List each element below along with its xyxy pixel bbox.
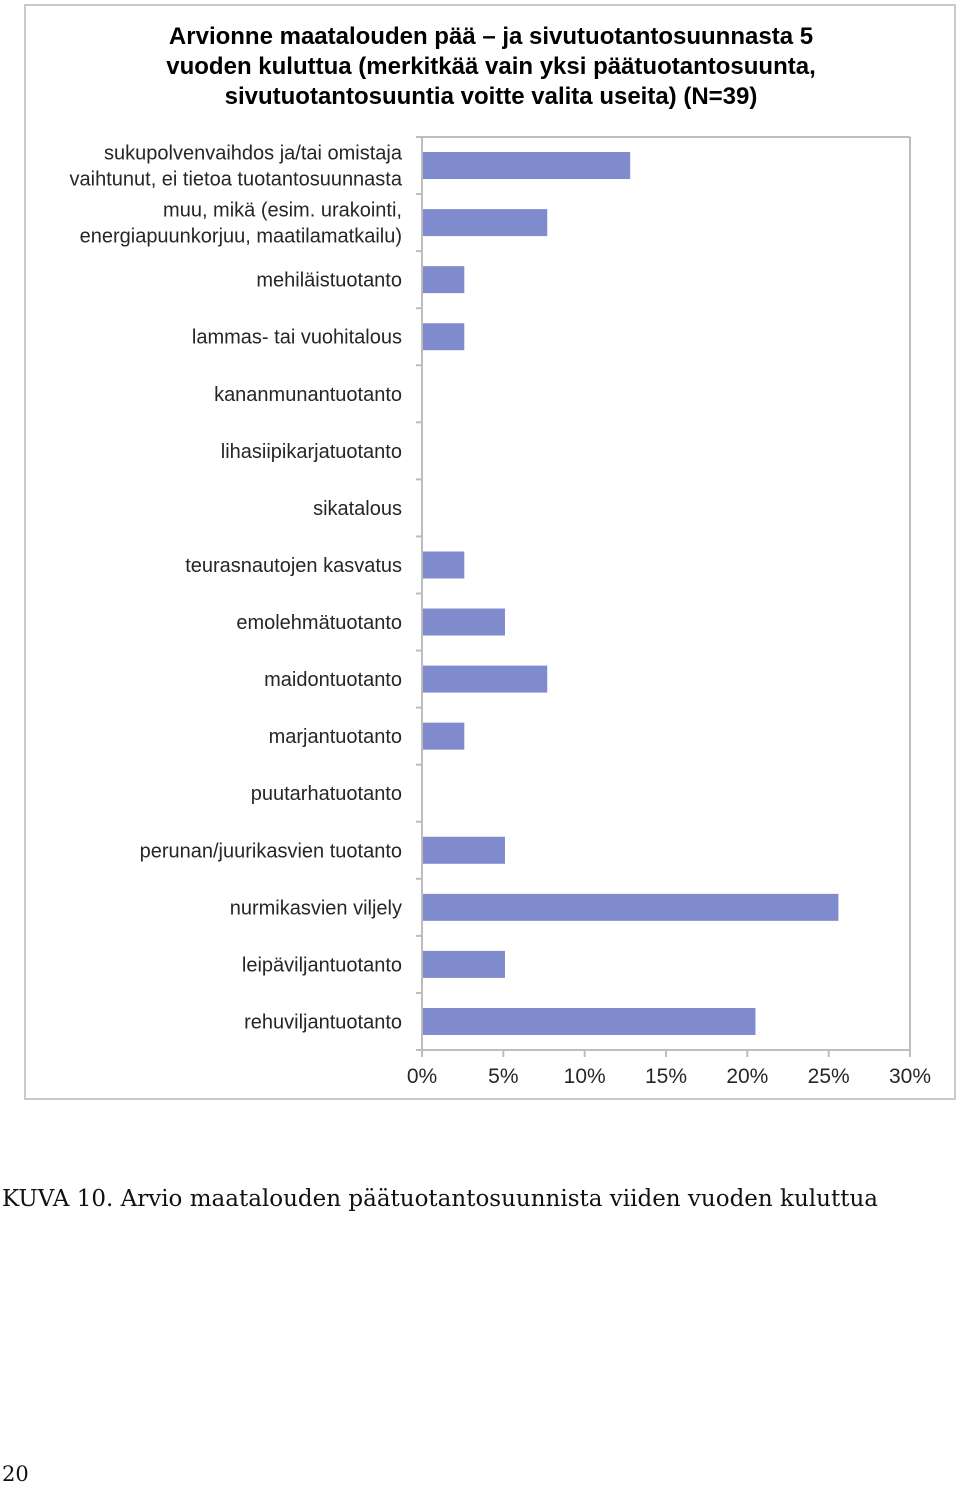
category-label: mehiläistuotanto [256,269,402,292]
bar [423,723,464,750]
bar [423,323,464,350]
bar [423,266,464,293]
page-number: 20 [2,1462,29,1486]
bar [423,951,505,978]
category-label: sikatalous [313,497,402,520]
bar [423,152,630,179]
category-label: kananmunantuotanto [214,383,402,406]
x-tick-label: 10% [563,1065,606,1088]
category-label: energiapuunkorjuu, maatilamatkailu) [79,225,402,248]
x-tick-label: 30% [888,1065,932,1088]
category-label: vaihtunut, ei tietoa tuotantosuunnasta [69,168,402,191]
category-label: sukupolvenvaihdos ja/tai omistaja [104,142,402,165]
category-label: perunan/juurikasvien tuotanto [139,840,402,863]
x-tick-label: 20% [726,1065,769,1088]
chart-title-line: Arvionne maatalouden pää – ja sivutuotantosuunnasta 5 [168,23,814,50]
chart-title-line: sivutuotantosuuntia voitte valita useita) (N=39) [224,83,758,110]
category-label: puutarhatuotanto [250,783,402,806]
category-label: muu, mikä (esim. urakointi, [163,199,402,222]
x-tick-label: 5% [488,1065,519,1088]
category-label: emolehmätuotanto [236,612,402,635]
bar [423,1008,755,1035]
bar [423,209,547,236]
chart-frame [24,4,956,1100]
bar [423,666,547,693]
category-label: teurasnautojen kasvatus [185,554,402,577]
x-tick-label: 15% [644,1065,688,1088]
category-label: lammas- tai vuohitalous [191,326,402,349]
category-label: nurmikasvien viljely [229,897,402,920]
category-label: lihasiipikarjatuotanto [220,440,402,463]
chart-title-line: vuoden kuluttua (merkitkää vain yksi päätuotantosuunta, [166,53,816,80]
category-label: marjantuotanto [268,726,402,749]
bar-chart [26,6,954,1098]
bar [423,551,464,578]
category-label: maidontuotanto [264,669,402,692]
bar [423,609,505,636]
category-label: rehuviljantuotanto [244,1011,402,1034]
bar [423,837,505,864]
x-tick-label: 25% [807,1065,850,1088]
x-tick-label: 0% [406,1065,438,1088]
bar [423,894,838,921]
category-label: leipäviljantuotanto [241,954,402,977]
figure-caption: KUVA 10. Arvio maatalouden päätuotantosuunnista viiden vuoden kuluttua [2,1186,878,1212]
